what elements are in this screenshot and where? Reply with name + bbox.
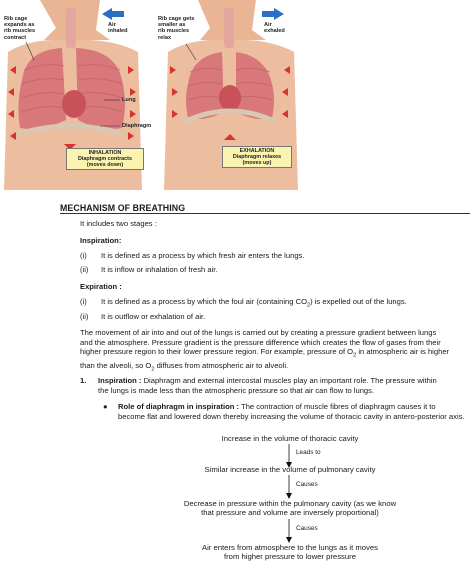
title-underline	[60, 213, 470, 214]
down-arrow-icon	[284, 519, 294, 543]
air-exhaled-label: Air exhaled	[264, 22, 285, 35]
pressure-gradient-paragraph: The movement of air into and out of the lungs is carried out by creating a pressure gradient between lungs and the atmosphere. Pressure gradient is the pressure difference which creates the flow of gases from their higher pressure region to their lower pressure region. For example, pressure of $O_2$ in atmospheric air is higher than the alveoli, so $O_2$ diffuses from atmospheric air to alveoli.	[80, 328, 450, 373]
flow-step-2: Similar increase in the volume of pulmonary cavity	[204, 465, 376, 474]
expiration-item: It is outflow or exhalation of air.	[101, 312, 206, 321]
inspiration-item-num: (ii)	[80, 265, 89, 274]
rib-cage-expands-label: Rib cage expands as rib muscles contract	[4, 16, 36, 41]
expiration-item-num: (ii)	[80, 312, 89, 321]
lung-label: Lung	[122, 97, 136, 103]
inhalation-box: INHALATION Diaphragm contracts (moves down)	[66, 148, 144, 170]
exhalation-box: EXHALATION Diaphragm relaxes (moves up)	[222, 146, 292, 168]
flow-step-3: Decrease in pressure within the pulmonary cavity (as we know that pressure and volume are inversely proportional)	[183, 499, 397, 518]
flow-step-4: Air enters from atmosphere to the lungs as it moves from higher pressure to lower pressure	[201, 543, 379, 562]
diaphragm-role-bullet: Role of diaphragm in inspiration : The contraction of muscle fibres of diaphragm causes it to become flat and lowered down thereby increasing the volume of thoracic cavity in antero-posterior axis.	[118, 402, 465, 421]
flow-step-1: Increase in the volume of thoracic cavity	[221, 434, 359, 443]
diaphragm-label: Diaphragm	[122, 123, 152, 129]
flow-connector-1: Leads to	[296, 449, 321, 456]
inspiration-item-num: (i)	[80, 251, 87, 260]
down-arrow-icon	[284, 475, 294, 499]
inspiration-point: Inspiration : Diaphragm and external intercostal muscles play an important role. The pressure within the lungs is made less than the atmospheric pressure so that air can flow to lungs.	[98, 376, 437, 395]
rib-cage-smaller-label: Rib cage gets smaller as rib muscles relax	[158, 16, 195, 41]
flow-connector-2: Causes	[296, 481, 318, 488]
point-number: 1.	[80, 376, 87, 385]
air-inhaled-label: Air inhaled	[108, 22, 128, 35]
section-title: MECHANISM OF BREATHING	[60, 203, 186, 213]
breathing-figure	[0, 0, 474, 190]
intro-text: It includes two stages :	[80, 219, 157, 228]
bullet-icon: ●	[103, 402, 108, 411]
inspiration-item: It is defined as a process by which fresh air enters the lungs.	[101, 251, 305, 260]
inspiration-heading: Inspiration:	[80, 236, 122, 245]
flow-connector-3: Causes	[296, 525, 318, 532]
expiration-item: It is defined as a process by which the foul air (containing $CO_2$) is expelled out of the lungs.	[101, 297, 407, 309]
expiration-item-num: (i)	[80, 297, 87, 306]
inspiration-item: It is inflow or inhalation of fresh air.	[101, 265, 218, 274]
expiration-heading: Expiration :	[80, 282, 122, 291]
